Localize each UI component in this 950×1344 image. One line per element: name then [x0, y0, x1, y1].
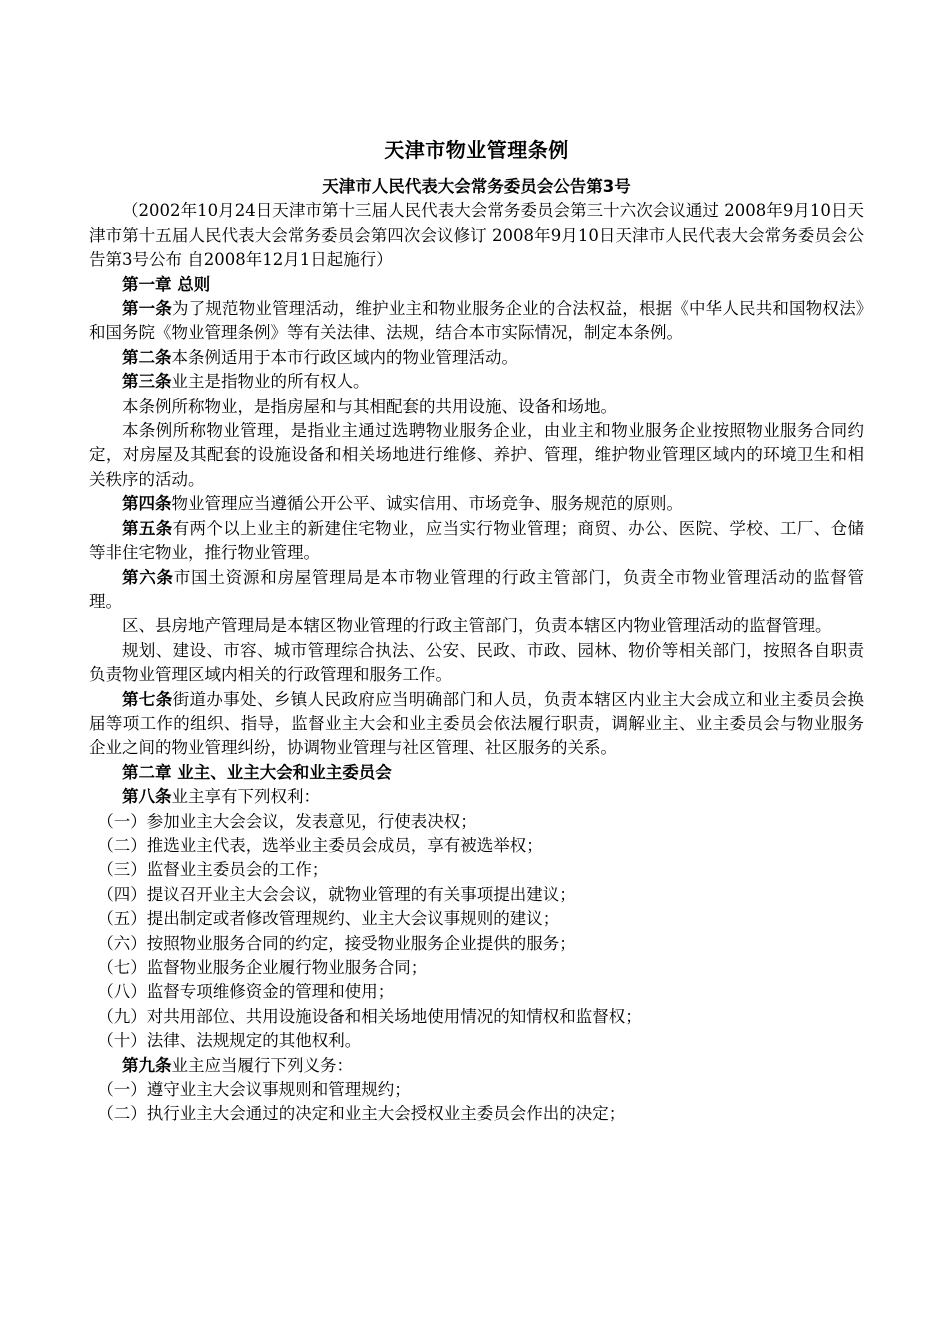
article-3	[89, 370, 864, 394]
announcement-subtitle: 天津市人民代表大会常务委员会公告第3号	[322, 177, 631, 196]
list-item: （八）监督专项维修资金的管理和使用；	[97, 982, 395, 1002]
article-label: 第八条	[122, 787, 172, 807]
article-text: 为了规范物业管理活动，维护业主和物业服务企业的合法权益，根据《中华人民共和国物权法》和国务院《物业管理条例》等有关法律、法规，结合本市实际情况，制定本条例。	[89, 299, 865, 343]
article-4	[89, 492, 864, 516]
article-text: 有两个以上业主的新建住宅物业，应当实行物业管理；商贸、办公、医院、学校、工厂、仓储等非住宅物业，推行物业管理。	[89, 518, 865, 563]
list-item: （二）推选业主代表，选举业主委员会成员，享有被选举权；	[97, 835, 543, 855]
list-item: （五）提出制定或者修改管理规约、业主大会议事规则的建议；	[97, 909, 560, 929]
chapter-heading	[89, 761, 864, 785]
article-label: 第六条	[122, 567, 174, 587]
article-8	[89, 785, 864, 809]
article-text: 市国土资源和房屋管理局是本市物业管理的行政主管部门，负责全市物业管理活动的监督管理。	[89, 567, 865, 611]
article-1	[89, 297, 864, 346]
article-6-paragraph-2: 区、县房地产管理局是本辖区物业管理的行政主管部门，负责本辖区内物业管理活动的监督管理。	[122, 616, 832, 636]
article-text: 业主享有下列权利：	[171, 787, 320, 807]
list-item: （三）监督业主委员会的工作；	[97, 860, 329, 880]
list-item: （六）按照物业服务合同的约定，接受物业服务企业提供的服务；	[97, 933, 576, 953]
article-text: 本条例适用于本市行政区域内的物业管理活动。	[171, 347, 518, 367]
document-page	[89, 135, 864, 1127]
article-label: 第九条	[122, 1055, 172, 1075]
article-3-paragraph-3: 本条例所称物业管理，是指业主通过选聘物业服务企业，由业主和物业服务企业按照物业服务合同约定，对房屋及其配套的设施设备和相关场地进行维修、养护、管理，维护物业管理区域内的环境卫生和相关秩序的活动。	[89, 421, 864, 489]
article-9	[89, 1054, 864, 1078]
article-text: 物业管理应当遵循公开公平、诚实信用、市场竞争、服务规范的原则。	[171, 494, 683, 514]
document-title: 天津市物业管理条例	[384, 138, 569, 162]
list-item: （二）执行业主大会通过的决定和业主大会授权业主委员会作出的决定；	[97, 1104, 626, 1124]
chapter-2-heading: 第二章 业主、业主大会和业主委员会	[122, 762, 392, 782]
article-6	[89, 566, 864, 615]
article-label: 第二条	[122, 347, 172, 367]
list-item: （九）对共用部位、共用设施设备和相关场地使用情况的知情权和监督权；	[97, 1006, 642, 1026]
article-label: 第五条	[122, 518, 173, 538]
chapter-heading	[89, 273, 864, 297]
article-5	[89, 517, 864, 566]
article-label: 第七条	[122, 689, 173, 709]
article-label: 第一条	[122, 299, 173, 319]
article-label: 第四条	[122, 494, 172, 514]
list-item: （十）法律、法规规定的其他权利。	[97, 1031, 362, 1051]
article-text: 业主应当履行下列义务：	[171, 1055, 353, 1075]
preamble: （2002年10月24日天津市第十三届人民代表大会常务委员会第三十六次会议通过 2008年9月10日天津市第十五届人民代表大会常务委员会第四次会议修订 2008年9月10日天津市人民代表大会常务委员会公告第3号公布 自2008年12月1日起施行）	[89, 201, 864, 270]
article-3-paragraph-2: 本条例所称物业，是指房屋和与其相配套的共用设施、设备和场地。	[122, 396, 617, 416]
list-item: （一）参加业主大会会议，发表意见，行使表决权；	[97, 811, 477, 831]
article-text: 街道办事处、乡镇人民政府应当明确部门和人员，负责本辖区内业主大会成立和业主委员会换届等项工作的组织、指导，监督业主大会和业主委员会依法履行职责，调解业主、业主委员会与物业服务企业之间的物业管理纠纷，协调物业管理与社区管理、社区服务的关系。	[89, 689, 865, 758]
list-item: （一）遵守业主大会议事规则和管理规约；	[97, 1080, 411, 1100]
article-6-paragraph-3: 规划、建设、市容、城市管理综合执法、公安、民政、市政、园林、物价等相关部门，按照各自职责负责物业管理区域内相关的行政管理和服务工作。	[89, 640, 864, 685]
article-2	[89, 346, 864, 370]
list-item: （四）提议召开业主大会会议，就物业管理的有关事项提出建议；	[97, 884, 576, 904]
article-text: 业主是指物业的所有权人。	[171, 372, 370, 392]
article-label: 第三条	[122, 372, 172, 392]
list-item: （七）监督物业服务企业履行物业服务合同；	[97, 958, 428, 977]
article-7	[89, 688, 864, 761]
chapter-1-heading: 第一章 总则	[122, 274, 211, 294]
